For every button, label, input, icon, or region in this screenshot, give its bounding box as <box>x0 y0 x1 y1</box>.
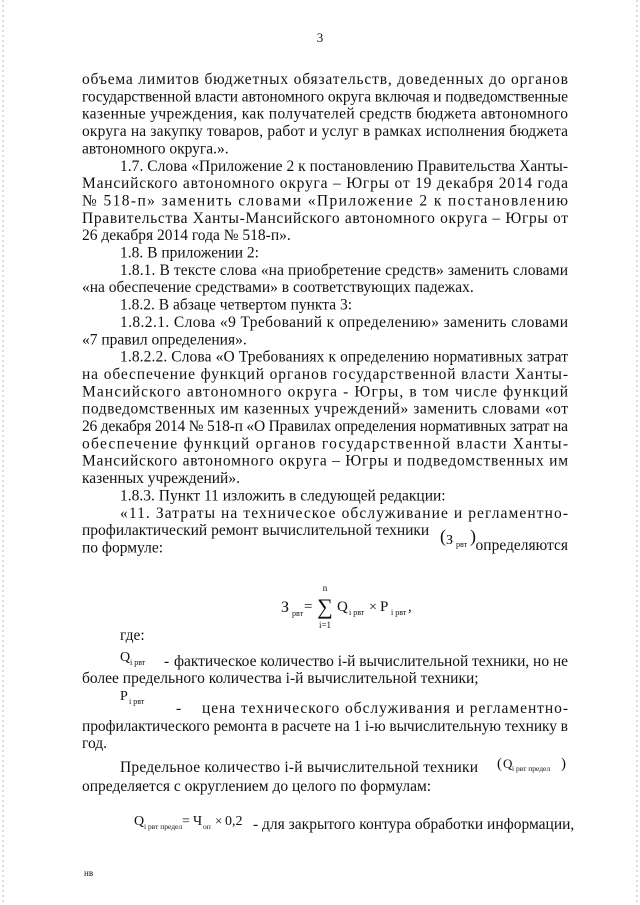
zrvt-sub: рвт <box>456 540 468 549</box>
limit-formula-times: × <box>215 813 223 828</box>
def-q-symbol: Q <box>120 650 131 665</box>
limit-formula-q: Q <box>134 814 145 829</box>
body-line: государственной власти автономного округа включая и подведомственные <box>82 88 568 106</box>
def-p-symbol: P <box>120 689 128 704</box>
body-line: «11. Затраты на техническое обслуживание и регламентно- <box>120 504 568 522</box>
limit-close-paren: ) <box>561 756 566 772</box>
limit-formula-ch: Ч <box>193 814 203 829</box>
def-p-dash: - <box>176 700 182 717</box>
formula-tail: , <box>408 599 412 615</box>
def-q-symbol-sub: i рвт <box>130 658 146 667</box>
zrvt-close-paren: ) <box>470 526 476 546</box>
body-line: 1.7. Слова «Приложение 2 к постановлению Правительства Ханты- <box>120 157 568 175</box>
body-line: подведомственных им казенных учреждений» заменить словами «от <box>82 400 568 418</box>
limit-formula-ch-sub: оп <box>203 822 211 831</box>
limit-formula-coef: 0,2 <box>225 814 243 829</box>
body-line: 1.8. В приложении 2: <box>120 244 259 262</box>
body-line: казенные учреждения, как получателей средств бюджета автономного <box>82 105 568 123</box>
body-line: по формуле: <box>82 539 164 557</box>
determined-word: определяются <box>475 537 568 554</box>
body-line: Правительства Ханты-Мансийского автономного округа – Югры от <box>82 209 568 227</box>
def-q-dash: - <box>164 653 170 670</box>
formula-p-sub: i рвт <box>391 608 407 617</box>
limit-line-1: Предельное количество i-й вычислительной техники <box>120 759 478 776</box>
body-line: 26 декабря 2014 № 518-п «О Правилах определения нормативных затрат на <box>82 418 568 435</box>
sum-sign: ∑ <box>317 594 333 619</box>
sum-lower-limit: i=1 <box>318 620 332 630</box>
def-p-symbol-sub: i рвт <box>129 697 145 706</box>
footer-code: нв <box>84 868 94 878</box>
body-line: № 518-п» заменить словами «Приложение 2 к постановлению <box>82 192 568 210</box>
formula-q-sub: i рвт <box>349 608 365 617</box>
body-line: профилактический ремонт вычислительной техники <box>82 522 430 540</box>
limit-formula-equals: = <box>182 814 190 829</box>
def-p-line-1: цена технического обслуживания и регламентно- <box>202 700 568 717</box>
page-number: 3 <box>316 30 324 45</box>
def-p-line-2: профилактического ремонта в расчете на 1 i-ю вычислительную технику в <box>82 718 568 735</box>
body-line: «7 правил определения». <box>82 331 247 349</box>
body-line: обеспечение функций органов государственной власти Ханты- <box>82 435 568 453</box>
body-line: 1.8.2.2. Слова «О Требованиях к определению нормативных затрат <box>120 348 568 366</box>
def-p-line-3: год. <box>82 735 108 752</box>
limit-formula-text: - для закрытого контура обработки информации, <box>253 816 575 833</box>
body-line: на обеспечение функций органов государственной власти Ханты- <box>82 366 568 383</box>
limit-formula-q-sub: i рвт предел <box>144 822 183 831</box>
body-line: 26 декабря 2014 года № 518-п». <box>82 227 291 245</box>
sum-upper-limit: n <box>322 583 328 593</box>
limit-symbol: Q <box>503 756 513 771</box>
formula-q: Q <box>337 599 348 615</box>
body-line: 1.8.3. Пункт 11 изложить в следующей редакции: <box>120 487 446 505</box>
body-line: казенных учреждений». <box>82 470 240 488</box>
zrvt-main: З <box>446 533 454 548</box>
formula-p: P <box>380 599 389 615</box>
body-line: 1.8.2. В абзаце четвертом пункта 3: <box>120 296 353 314</box>
body-line: объема лимитов бюджетных обязательств, доведенных до органов <box>82 71 568 88</box>
body-line: Мансийского автономного округа - Югры, в том числе функций <box>82 383 568 401</box>
body-line: Мансийского автономного округа – Югры и подведомственных им <box>82 452 568 470</box>
def-q-line-1: фактическое количество i-й вычислительной техники, но не <box>174 653 568 670</box>
body-line: «на обеспечение средствами» в соответствующих падежах. <box>82 279 474 297</box>
body-line: автономного округа.». <box>82 140 229 158</box>
formula-times: × <box>369 600 377 615</box>
formula-lhs-sub: рвт <box>292 609 304 618</box>
limit-line-2: определяется с округлением до целого по формулам: <box>82 778 432 795</box>
body-line: 1.8.2.1. Слова «9 Требований к определению» заменить словами <box>120 313 568 331</box>
zrvt-open-paren: ( <box>440 526 446 546</box>
def-q-line-2: более предельного количества i-й вычислительной техники; <box>82 670 479 687</box>
where-label: где: <box>120 627 145 644</box>
limit-open-paren: ( <box>497 756 502 772</box>
body-line: округа на закупку товаров, работ и услуг в рамках исполнения бюджета <box>82 123 568 141</box>
body-line: Мансийского автономного округа – Югры от 19 декабря 2014 года <box>82 175 568 193</box>
limit-symbol-sub: i рвт предел <box>512 764 551 773</box>
formula-lhs: З <box>281 599 290 616</box>
body-line: 1.8.1. В тексте слова «на приобретение средств» заменить словами <box>120 261 568 279</box>
formula-equals: = <box>304 599 313 615</box>
